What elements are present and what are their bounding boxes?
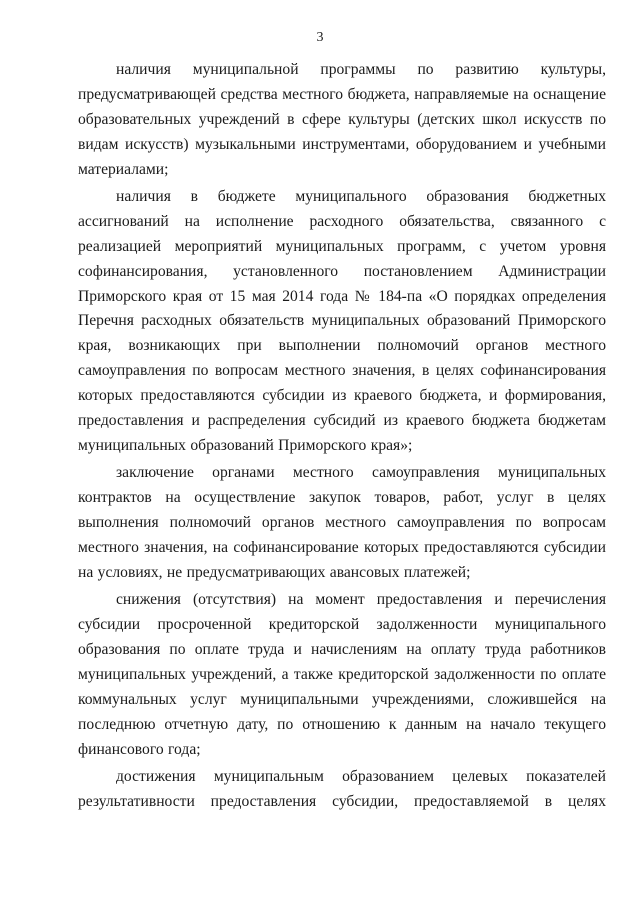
paragraph-target-indicators: достижения муниципальным образованием целевых показателей результативности предоставления субсидии, предоставляемой в целях xyxy=(78,767,606,810)
paragraph-music-program: наличия муниципальной программы по развитию культуры, предусматривающей средства местного бюджета, направляемые на оснащение образовательных учреждений в сфере культуры (детских школ искусств по видам искусств) музыкальными инструментами, оборудованием и учебными материалами; xyxy=(78,61,606,178)
paragraph-debt-reduction: снижения (отсутствия) на момент предоставления и перечисления субсидии просроченной кредиторской задолженности муниципального образования по оплате труда и начислениям на оплату труда работников муниципальных учреждений, а также кредиторской задолженности по оплате коммунальных услуг муниципальными учреждениями, сложившейся на последнюю отчетную дату, по отношению к данным на начало текущего финансового года; xyxy=(78,591,606,758)
page-number: 3 xyxy=(316,30,324,45)
paragraph-budget-allocations: наличия в бюджете муниципального образования бюджетных ассигнований на исполнение расходного обязательства, связанного с реализацией мероприятий муниципальных программ, с учетом уровня софинансирования, установленного постановлением Администрации Приморского края от 15 мая 2014 года № 184-па «О порядках определения Перечня расходных обязательств муниципальных образований Приморского края, возникающих при выполнении полномочий органов местного самоуправления по вопросам местного значения, в целях софинансирования которых предоставляются субсидии из краевого бюджета, и формирования, предоставления и распределения субсидий из краевого бюджета бюджетам муниципальных образований Приморского края»; xyxy=(78,187,606,454)
paragraph-municipal-contracts: заключение органами местного самоуправления муниципальных контрактов на осуществление закупок товаров, работ, услуг в целях выполнения полномочий органов местного самоуправления по вопросам местного значения, на софинансирование которых предоставляются субсидии на условиях, не предусматривающих авансовых платежей; xyxy=(78,464,606,581)
document-body xyxy=(78,58,606,817)
